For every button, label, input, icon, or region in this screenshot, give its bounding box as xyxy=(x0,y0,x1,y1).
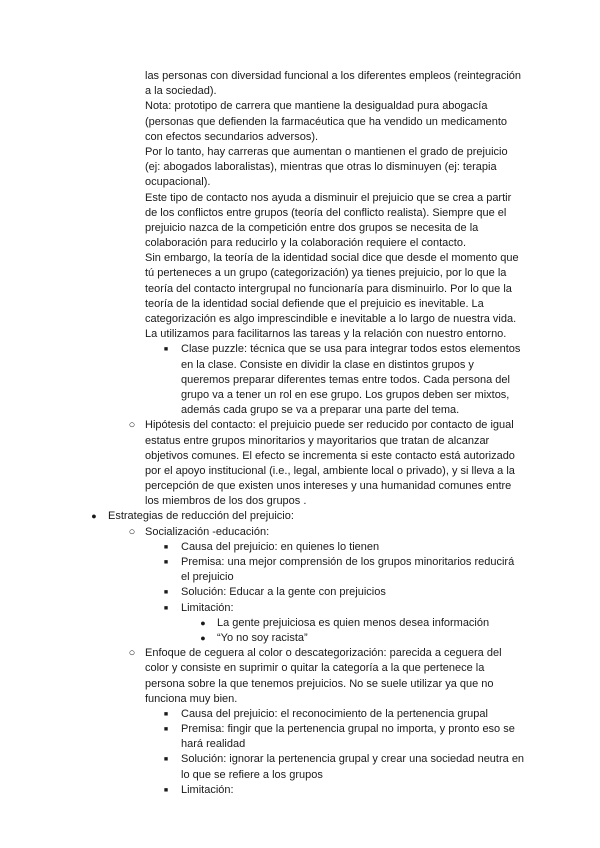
text-line: “Yo no soy racista” xyxy=(217,631,308,644)
text-line: Este tipo de contacto nos ayuda a disminuir el prejuicio que se crea a partir xyxy=(145,191,512,204)
text-line: prejuicio nazca de la competición entre dos grupos se necesita de la xyxy=(145,221,479,234)
list-item xyxy=(0,646,600,707)
text-line: color y consiste en suprimir o quitar la categoría a la que pertenece la xyxy=(145,662,485,675)
disc-bullet-icon: ● xyxy=(200,617,206,628)
square-bullet-icon: ■ xyxy=(163,543,169,551)
paragraph xyxy=(0,145,600,191)
text-line: persona sobre la que tenemos prejuicios. No se suele utilizar ya que no xyxy=(145,677,494,690)
text-line: teoría del contacto intergrupal no funcionaría para disminuirlo. Por lo que la xyxy=(145,282,512,295)
text-line: Limitación: xyxy=(181,601,234,614)
text-line: Limitación: xyxy=(181,783,234,796)
text-line: Socialización -educación: xyxy=(145,525,270,538)
list-item xyxy=(0,585,600,600)
list-item xyxy=(0,509,600,524)
text-line: Causa del prejuicio: en quienes lo tienen xyxy=(181,540,380,553)
square-bullet-icon: ■ xyxy=(163,726,169,734)
text-line: Premisa: una mejor comprensión de los grupos minoritarios reducirá xyxy=(181,556,515,568)
text-line: Por lo tanto, hay carreras que aumentan o mantienen el grado de prejuicio xyxy=(145,145,508,158)
text-line: Clase puzzle: técnica que se usa para integrar todos estos elementos xyxy=(181,343,521,356)
list-item xyxy=(0,783,600,798)
list-item xyxy=(0,752,600,782)
square-bullet-icon: ■ xyxy=(163,710,169,718)
square-bullet-icon: ■ xyxy=(163,786,169,794)
text-line: funciona muy bien. xyxy=(145,692,238,705)
text-line: Solución: Educar a la gente con prejuicios xyxy=(181,586,386,599)
text-line: percepción de que existen unos intereses y una humanidad comunes entre xyxy=(145,480,512,493)
text-line: Estrategias de reducción del prejuicio: xyxy=(108,510,294,523)
circle-bullet-icon: ○ xyxy=(128,419,136,432)
text-line: en la clase. Consiste en dividir la clase en distintos grupos y xyxy=(181,358,474,371)
text-line: por el apoyo institucional (i.e., legal, ambiente local o privado), y si lleva a la xyxy=(145,464,515,477)
text-line: lo que se refiere a los grupos xyxy=(181,768,323,781)
text-line: Hipótesis del contacto: el prejuicio puede ser reducido por contacto de igual xyxy=(145,419,514,432)
text-line: el prejuicio xyxy=(181,571,234,584)
text-line: Causa del prejuicio: el reconocimiento de la pertenencia grupal xyxy=(181,707,488,720)
text-line: teoría de la identidad social defiende que el prejuicio es inevitable. La xyxy=(145,297,484,310)
text-line: Solución: ignorar la pertenencia grupal y crear una sociedad neutra en xyxy=(181,753,525,766)
text-line: objetivos comunes. El efecto se incrementa si este contacto está autorizado xyxy=(145,449,515,462)
disc-bullet-icon: ● xyxy=(200,632,206,643)
paragraph xyxy=(0,99,600,145)
text-line: Enfoque de ceguera al color o descategorización: parecida a ceguera del xyxy=(145,647,502,660)
list-item xyxy=(0,418,600,509)
square-bullet-icon: ■ xyxy=(163,346,169,354)
circle-bullet-icon: ○ xyxy=(128,647,136,660)
list-item xyxy=(0,616,600,631)
text-line: queremos preparar diferentes temas entre todos. Cada persona del xyxy=(181,373,510,386)
text-line: Premisa: fingir que la pertenencia grupal no importa, y pronto eso se xyxy=(181,723,515,736)
text-line: de los conflictos entre grupos (teoría del conflicto realista). Siempre que el xyxy=(145,206,507,219)
text-line: (personas que defienden la farmacéutica que ha vendido un medicamento xyxy=(145,115,508,128)
text-line: ocupacional). xyxy=(145,176,211,189)
text-line: a la sociedad). xyxy=(145,85,217,98)
list-item xyxy=(0,631,600,646)
text-line: las personas con diversidad funcional a los diferentes empleos (reintegración xyxy=(145,70,522,82)
text-line: Sin embargo, la teoría de la identidad social dice que desde el momento que xyxy=(145,252,519,265)
text-line: tú perteneces a un grupo (categorización) ya tienes prejuicio, por lo que la xyxy=(145,267,507,280)
list-item xyxy=(0,555,600,585)
list-item xyxy=(0,707,600,722)
paragraph xyxy=(0,251,600,342)
text-block xyxy=(0,69,600,798)
text-line: además cada grupo se va a preparar una parte del tema. xyxy=(181,404,460,417)
text-line: La gente prejuiciosa es quien menos desea información xyxy=(217,616,490,629)
text-line: categorización es algo imprescindible e inevitable a lo largo de nuestra vida. xyxy=(145,313,517,325)
text-line: estatus entre grupos minoritarios y mayoritarios que tratan de alcanzar xyxy=(145,434,490,447)
list-item xyxy=(0,342,600,418)
circle-bullet-icon: ○ xyxy=(128,525,136,538)
square-bullet-icon: ■ xyxy=(163,559,169,566)
text-line: La utilizamos para facilitarnos las tareas y la relación con nuestro entorno. xyxy=(145,328,507,341)
text-line: (ej: abogados laboralistas), mientras que otras lo disminuyen (ej: terapia xyxy=(145,161,497,174)
list-item xyxy=(0,540,600,555)
disc-bullet-icon: ● xyxy=(91,511,97,522)
text-line: hará realidad xyxy=(181,738,246,751)
square-bullet-icon: ■ xyxy=(163,589,169,597)
text-line: los miembros de los dos grupos . xyxy=(145,495,307,508)
list-item xyxy=(0,525,600,540)
list-item xyxy=(0,601,600,616)
text-line: con efectos secundarios adversos). xyxy=(145,130,319,143)
text-line: grupo va a tener un rol en ese grupo. Los grupos deben ser mixtos, xyxy=(181,388,510,401)
paragraph xyxy=(0,69,600,99)
square-bullet-icon: ■ xyxy=(163,756,169,764)
list-item xyxy=(0,722,600,752)
text-line: colaboración para reducirlo y la colaboración requiere el contacto. xyxy=(145,237,467,250)
text-line: Nota: prototipo de carrera que mantiene la desigualdad pura abogacía xyxy=(145,100,488,113)
paragraph xyxy=(0,191,600,252)
square-bullet-icon: ■ xyxy=(163,604,169,612)
